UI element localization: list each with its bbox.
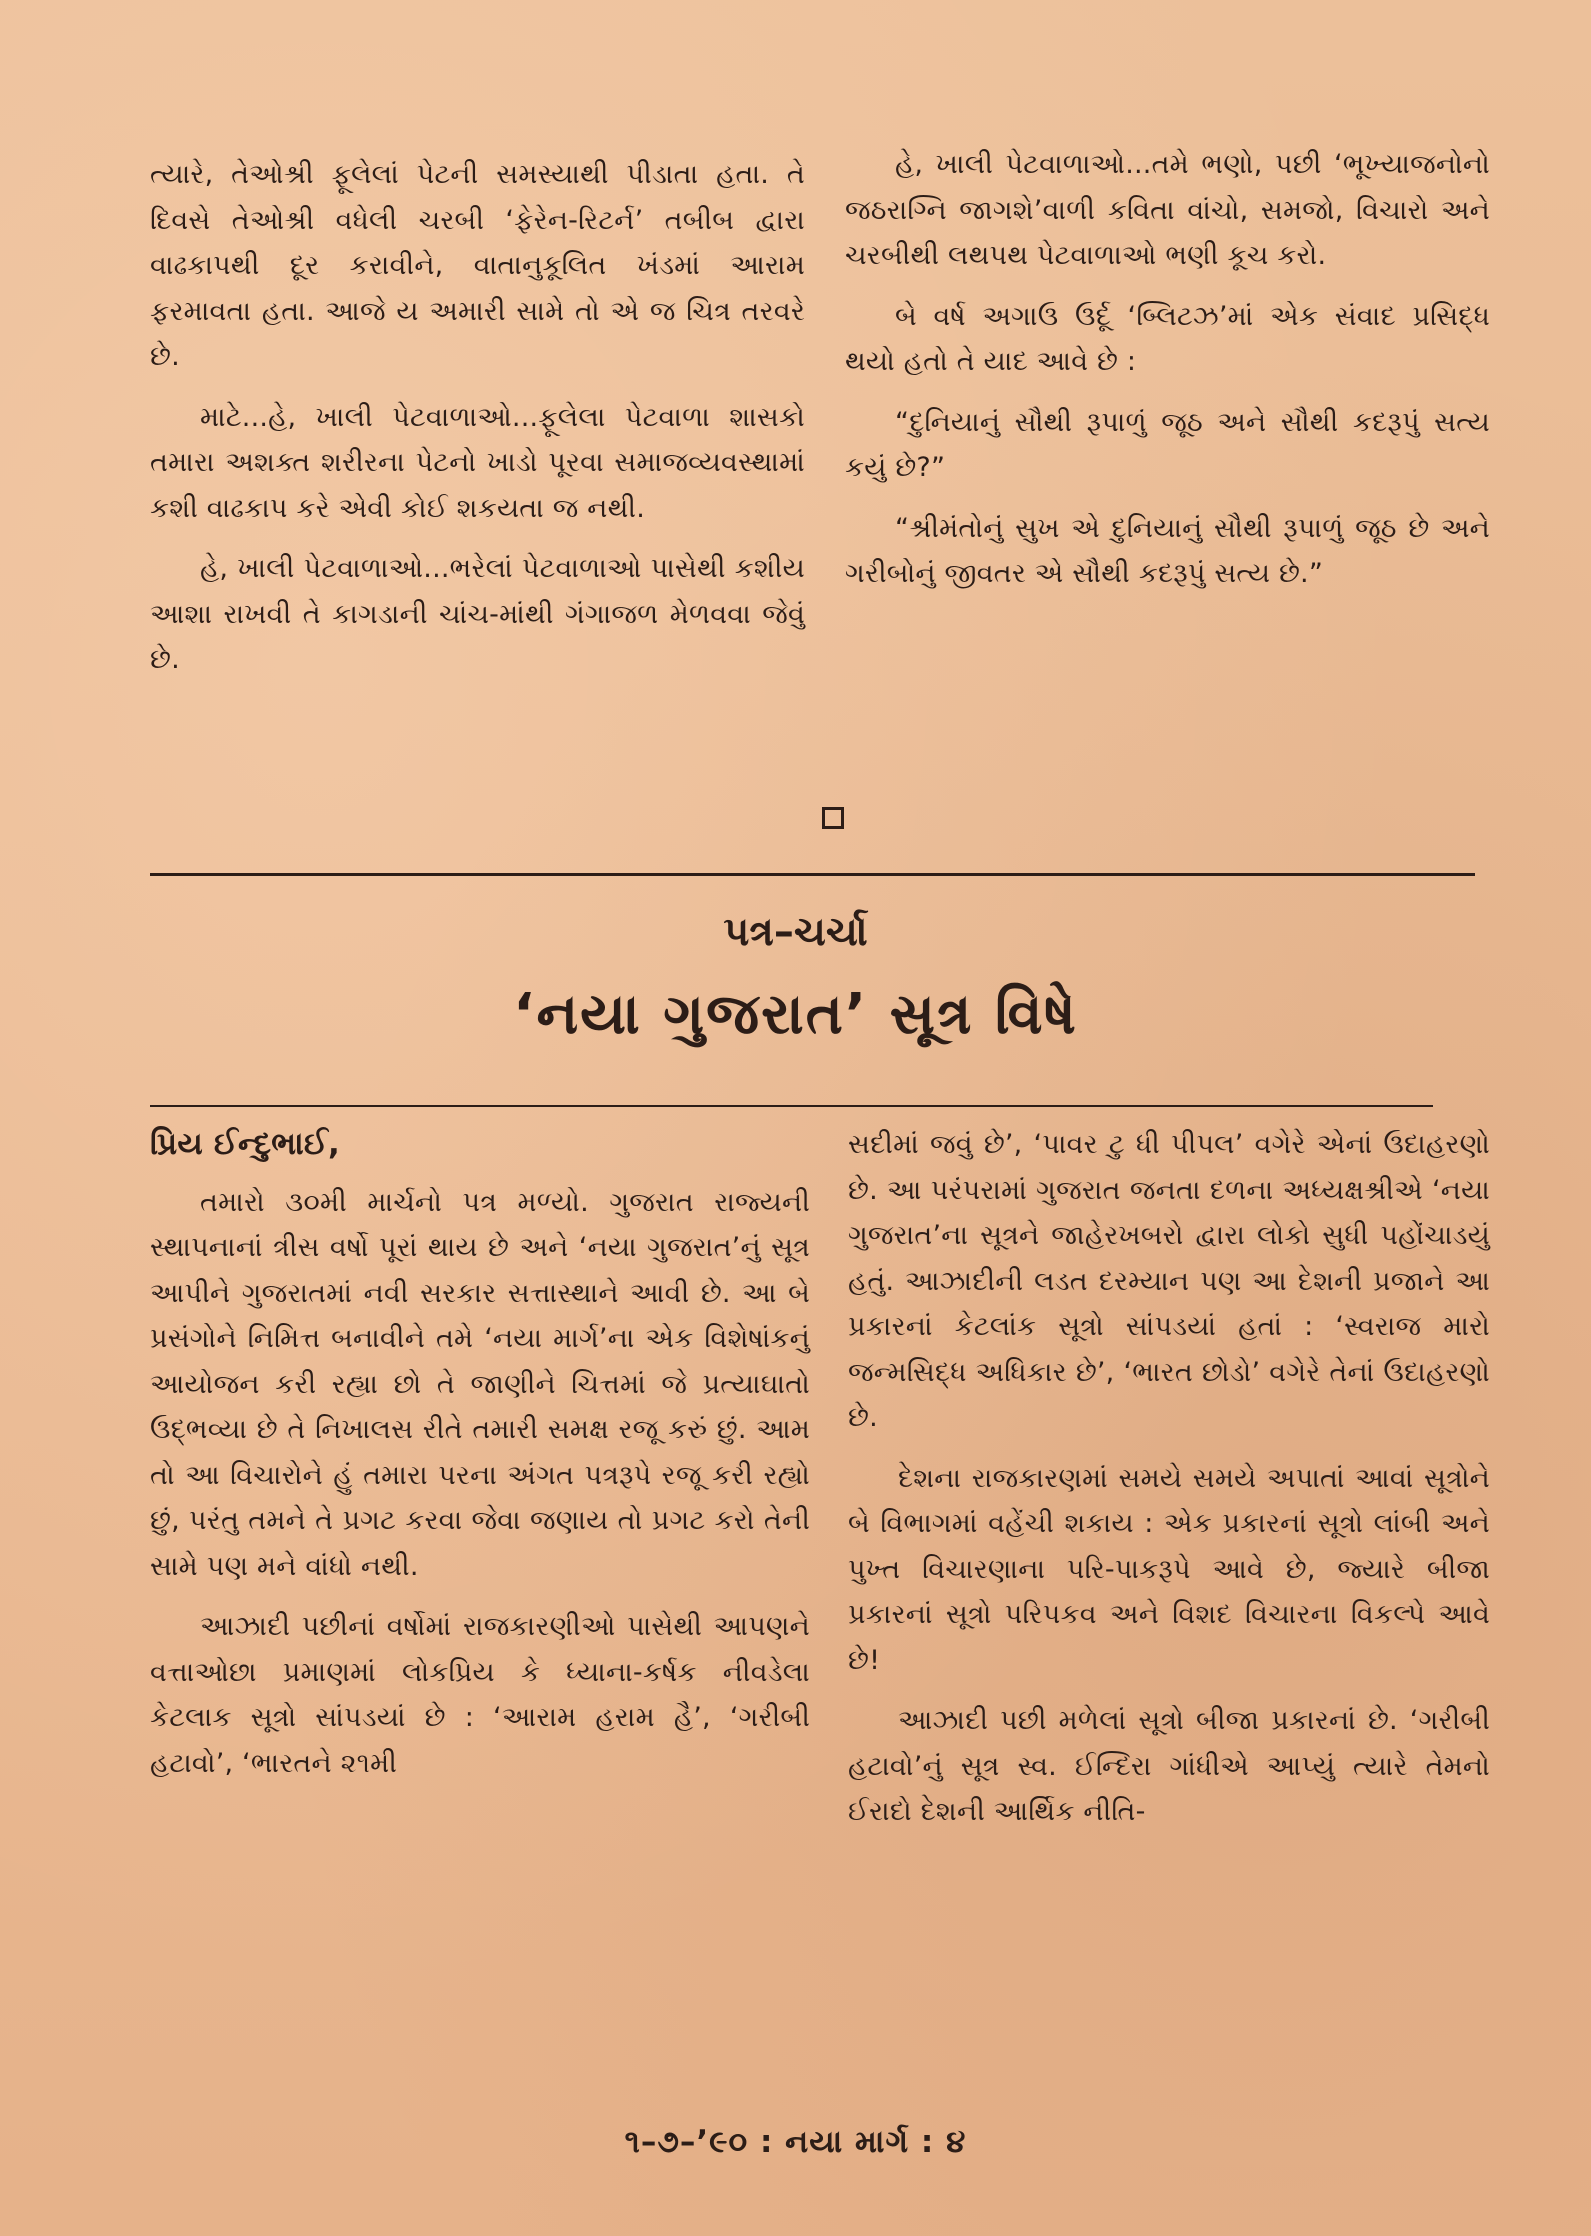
paragraph: બે વર્ષ અગાઉ ઉર્દૂ ‘બ્લિટઝ’માં એક સંવાદ પ્રસિદ્ધ થયો હતો તે યાદ આવે છે : [845, 300, 1490, 377]
quote-question: “દુનિયાનું સૌથી રૂપાળું જૂઠ અને સૌથી કદરૂપું સત્ય કયું છે?” [845, 406, 1490, 483]
title-divider [150, 1105, 1433, 1107]
paragraph: માટે...હે, ખાલી પેટવાળાઓ...ફૂલેલા પેટવાળા શાસકો તમારા અશક્ત શરીરના પેટનો ખાડો પૂરવા સમાજવ્યવસ્થામાં કશી વાઢકાપ કરે એવી કોઈ શકયતા જ નથી. [150, 401, 805, 524]
article-end-square-icon [822, 807, 844, 829]
paragraph: આઝાદી પછી મળેલાં સૂત્રો બીજા પ્રકારનાં છે. ‘ગરીબી હટાવો’નું સૂત્ર સ્વ. ઈન્દિરા ગાંધીએ આપ્યું ત્યારે તેમનો ઈરાદો દેશની આર્થિક નીતિ- [848, 1705, 1490, 1827]
section-divider [150, 873, 1475, 876]
paragraph: તમારો ૩૦મી માર્ચનો પત્ર મળ્યો. ગુજરાત રાજ્યની સ્થાપનાનાં ત્રીસ વર્ષો પૂરાં થાય છે અને ‘નયા ગુજરાત’નું સૂત્ર આપીને ગુજરાતમાં નવી સરકાર સત્તાસ્થાને આવી છે. આ બે પ્રસંગોને નિમિત્ત બનાવીને તમે ‘નયા માર્ગ’ના એક વિશેષાંકનું આયોજન કરી રહ્યા છો તે જાણીને ચિત્તમાં જે પ્રત્યાઘાતો ઉદ્‌ભવ્યા છે તે નિખાલસ રીતે તમારી સમક્ષ રજૂ કરું છું. આમ તો આ વિચારોને હું તમારા પરના અંગત પત્રરૂપે રજૂ કરી રહ્યો છું, પરંતુ તમને તે પ્રગટ કરવા જેવા જણાય તો પ્રગટ કરો તેની સામે પણ મને વાંધો નથી. [150, 1186, 810, 1582]
paragraph: હે, ખાલી પેટવાળાઓ...તમે ભણો, પછી ‘ભૂખ્યાજનોનો જઠરાગ્નિ જાગશે’વાળી કવિતા વાંચો, સમજો, વિચારો અને ચરબીથી લથપથ પેટવાળાઓ ભણી કૂચ કરો. [845, 149, 1490, 271]
paragraph: દેશના રાજકારણમાં સમયે સમયે અપાતાં આવાં સૂત્રોને બે વિભાગમાં વહેંચી શકાય : એક પ્રકારનાં સૂત્રો લાંબી અને પુખ્ત વિચારણાના પરિ-પાકરૂપે આવે છે, જ્યારે બીજા પ્રકારનાં સૂત્રો પરિપકવ અને વિશદ વિચારના વિકલ્પે આવે છે! [848, 1462, 1490, 1676]
page-footer: ૧–૭–’૯૦ : નયા માર્ગ : ૪ [624, 2124, 967, 2160]
section-title: ‘નયા ગુજરાત’ સૂત્ર વિષે [513, 982, 1078, 1047]
paragraph: ત્યારે, તેઓશ્રી ફૂલેલાં પેટની સમસ્યાથી પીડાતા હતા. તે દિવસે તેઓશ્રી વધેલી ચરબી ‘ફેરેન-રિટર્ન’ તબીબ દ્વારા વાઢકાપથી દૂર કરાવીને, વાતાનુકૂલિત ખંડમાં આરામ ફરમાવતા હતા. આજે ય અમારી સામે તો એ જ ચિત્ર તરવરે છે. [150, 159, 805, 372]
article-continuation-left-column [150, 152, 805, 698]
article-continuation-right-column [845, 142, 1490, 612]
quote-answer: “શ્રીમંતોનું સુખ એ દુનિયાનું સૌથી રૂપાળું જૂઠ છે અને ગરીબોનું જીવતર એ સૌથી કદરૂપું સત્ય છે.” [845, 512, 1490, 589]
letter-right-column [848, 1122, 1490, 1850]
paragraph: આઝાદી પછીનાં વર્ષોમાં રાજકારણીઓ પાસેથી આપણને વત્તાઓછા પ્રમાણમાં લોકપ્રિય કે ધ્યાના-કર્ષક નીવડેલા કેટલાક સૂત્રો સાંપડયાં છે : ‘આરામ હરામ હૈ’, ‘ગરીબી હટાવો’, ‘ભારતને ૨૧મી [150, 1611, 810, 1779]
paragraph: હે, ખાલી પેટવાળાઓ...ભરેલાં પેટવાળાઓ પાસેથી કશીય આશા રાખવી તે કાગડાની ચાંચ-માંથી ગંગાજળ મેળવવા જેવું છે. [150, 553, 805, 675]
letter-salutation: પ્રિય ઈન્દુભાઈ, [150, 1126, 341, 1162]
section-label: પત્ર–ચર્ચા [723, 909, 868, 955]
letter-left-column [150, 1122, 810, 1801]
paragraph: સદીમાં જવું છે’, ‘પાવર ટુ ધી પીપલ’ વગેરે એનાં ઉદાહરણો છે. આ પરંપરામાં ગુજરાત જનતા દળના અધ્યક્ષશ્રીએ ‘નયા ગુજરાત’ના સૂત્રને જાહેરખબરો દ્વારા લોકો સુધી પહોંચાડયું હતું. આઝાદીની લડત દરમ્યાન પણ આ દેશની પ્રજાને આ પ્રકારનાં કેટલાંક સૂત્રો સાંપડયાં હતાં : ‘સ્વરાજ મારો જન્મસિદ્ધ અધિકાર છે’, ‘ભારત છોડો’ વગેરે તેનાં ઉદાહરણો છે. [848, 1129, 1490, 1433]
